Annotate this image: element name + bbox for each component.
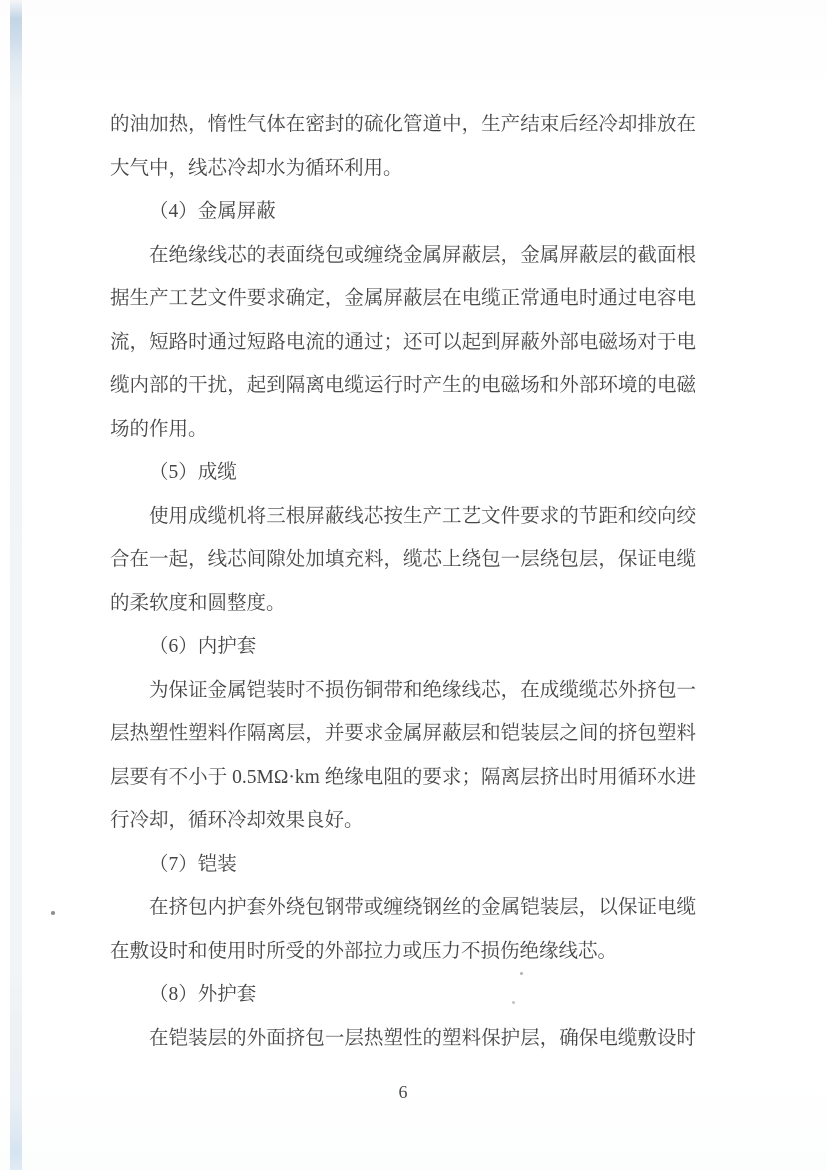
scan-speck (51, 911, 55, 915)
page-number: 6 (398, 1082, 408, 1102)
text-line: 层热塑性塑料作隔离层，并要求金属屏蔽层和铠装层之间的挤包塑料 (110, 723, 696, 744)
section-heading-8: （8）外护套 (149, 984, 257, 1005)
text-line: 层要有不小于 0.5MΩ·km 绝缘电阻的要求；隔离层挤出时用循环水进 (110, 766, 696, 788)
text-line: 在绝缘线芯的表面绕包或缠绕金属屏蔽层，金属屏蔽层的截面根 (149, 244, 696, 266)
section-heading-5: （5）成缆 (149, 462, 237, 483)
text-line: 大气中，线芯冷却水为循环利用。 (110, 157, 403, 179)
text-line: 的油加热，惰性气体在密封的硫化管道中，生产结束后经冷却排放在 (110, 114, 696, 135)
text-line: 缆内部的干扰，起到隔离电缆运行时产生的电磁场和外部环境的电磁 (110, 375, 696, 396)
text-line: 据生产工艺文件要求确定，金属屏蔽层在电缆正常通电时通过电容电 (110, 288, 696, 309)
text-line: 场的作用。 (110, 418, 208, 440)
text-line: 流，短路时通过短路电流的通过；还可以起到屏蔽外部电磁场对于电 (110, 331, 696, 353)
section-heading-4: （4）金属屏蔽 (149, 201, 276, 222)
text-line: 在挤包内护套外绕包钢带或缠绕钢丝的金属铠装层，以保证电缆 (149, 897, 696, 918)
text-line: 合在一起，线芯间隙处加填充料，缆芯上绕包一层绕包层，保证电缆 (110, 549, 696, 570)
text-line: 在铠装层的外面挤包一层热塑性的塑料保护层，确保电缆敷设时 (149, 1027, 696, 1049)
text-line: 为保证金属铠装时不损伤铜带和绝缘线芯，在成缆缆芯外挤包一 (149, 679, 696, 701)
scan-edge-artifact (10, 0, 22, 1170)
document-body (110, 103, 696, 1060)
text-line: 的柔软度和圆整度。 (110, 592, 286, 614)
text-line: 在敷设时和使用时所受的外部拉力或压力不损伤绝缘线芯。 (110, 940, 618, 962)
section-heading-7: （7）铠装 (149, 853, 237, 875)
section-heading-6: （6）内护套 (149, 636, 257, 657)
text-line: 使用成缆机将三根屏蔽线芯按生产工艺文件要求的节距和绞向绞 (149, 505, 696, 527)
text-line: 行冷却，循环冷却效果良好。 (110, 810, 364, 831)
